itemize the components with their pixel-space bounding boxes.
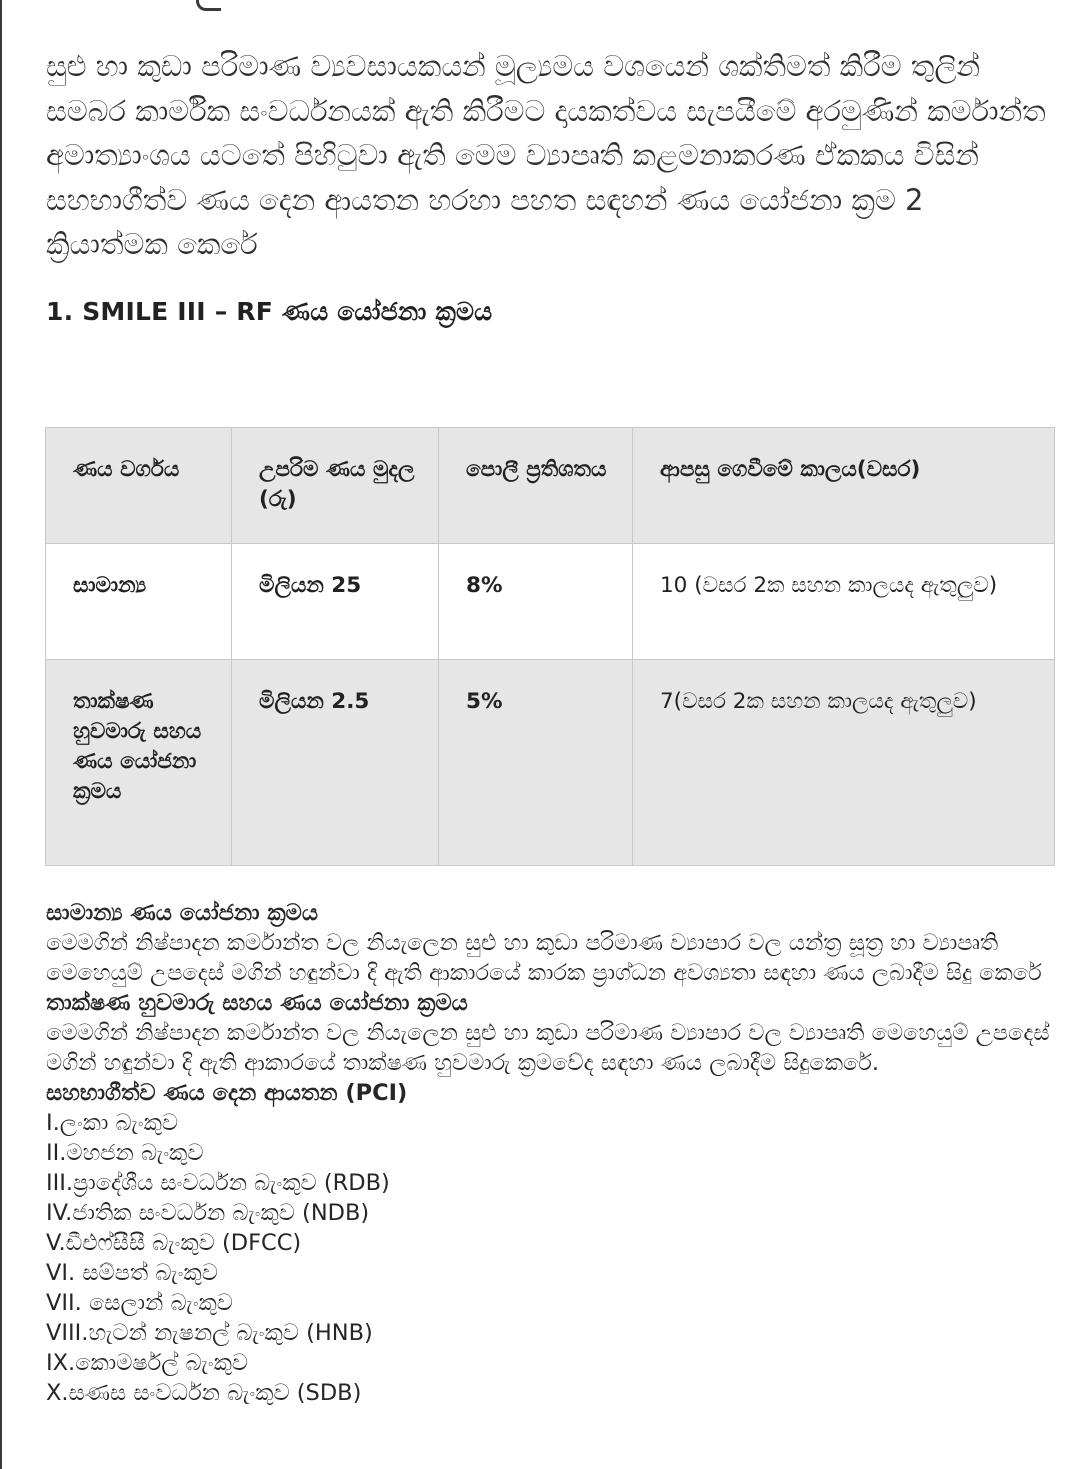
cell-interest-rate: 8%: [439, 544, 633, 660]
cell-loan-type: තාක්ෂණ හුවමාරු සහය ණය යෝජනා ක්‍රමය: [46, 660, 232, 866]
list-item: VII. සෙලාන් බැංකුව: [46, 1290, 233, 1316]
pci-list: [46, 1108, 1056, 1408]
list-item: VI. සම්පත් බැංකුව: [46, 1260, 218, 1286]
list-item: II.මහජන බැංකුව: [46, 1140, 204, 1166]
cell-repayment-period: 7(වසර 2ක සහන කාලයද ඇතුලුව): [633, 660, 1055, 866]
list-item: X.සණස සංවර්ධන බැංකුව (SDB): [46, 1380, 362, 1406]
list-item: I.ලංකා බැංකුව: [46, 1110, 179, 1136]
cell-max-amount: මිලියන 2.5: [232, 660, 439, 866]
table-row: [46, 544, 1055, 660]
scheme-details: [46, 898, 1056, 1408]
page-left-border: [0, 0, 2, 1469]
intro-paragraph: සුළු හා කුඩා පරිමාණ ව්‍යවසායකයන් මූල්‍යමය වශයෙන් ශක්තිමත් කිරීම තුලින් සමබර කාර්මික සංවර්ධනයක් ඇති කිරීමට දායකත්වය සැපයීමේ අරමුණින් කර්මාන්ත අමාත්‍යාංශය යටතේ පිහිටුවා ඇති මෙම ව්‍යාපෘති කළමනාකරණ ඒකකය විසින් සහභාගීත්ව ණය දෙන ආයතන හරහා පහත සඳහන් ණය යෝජනා ක්‍රම 2 ක්‍රියාත්මක කෙරේ: [46, 49, 1046, 261]
cell-loan-type: සාමාන්‍ය: [46, 544, 232, 660]
general-scheme-text: මෙමගින් නිෂ්පාදන කර්මාන්ත වල නියැලෙන සුළු හා කුඩා පරිමාණ ව්‍යාපාර වල යන්ත්‍ර සූත්‍ර හා ව්‍යාපෘති මෙහෙයුම් උපදෙස් මගින් හඳුන්වා දි ඇති ආකාරයේ කාරක ප්‍රාග්ධන අවශ්‍යතා සඳහා ණය ලබාදීම සිදු කෙරේ: [46, 930, 1042, 986]
list-item: V.ඩීඑෆ්සීසී බැංකුව (DFCC): [46, 1230, 302, 1256]
tech-scheme-text: මෙමගින් නිෂ්පාදන කර්මාන්ත වල නියැලෙන සුළු හා කුඩා පරිමාණ ව්‍යාපාර වල ව්‍යාපෘති මෙහෙයුම් උපදෙස් මගින් හඳුන්වා දි ඇති ආකාරයේ තාක්ෂණ හුවමාරු ක්‍රමවේද සඳහා ණය ලබාදීම සිදුකෙරේ.: [46, 1020, 1050, 1076]
list-item: III.ප්‍රාදේශීය සංවර්ධන බැංකුව (RDB): [46, 1170, 390, 1196]
list-item: VIII.හැටන් නැෂනල් බැංකුව (HNB): [46, 1320, 373, 1346]
clipped-text-fragment: [196, 0, 221, 11]
table-header-row: [46, 428, 1055, 544]
header-interest-rate: පොලී ප්‍රතිශතය: [439, 428, 633, 544]
header-loan-type: ණය වර්ගය: [46, 428, 232, 544]
table-row: [46, 660, 1055, 866]
pci-title: සහභාගීත්ව ණය දෙන ආයතන (PCI): [46, 1080, 408, 1106]
cell-max-amount: මිලියන 25: [232, 544, 439, 660]
header-max-amount: උපරිම ණය මුදල (රු): [232, 428, 439, 544]
list-item: IX.කොමර්ෂල් බැංකුව: [46, 1350, 249, 1376]
cell-repayment-period: 10 (වසර 2ක සහන කාලයද ඇතුලුව): [633, 544, 1055, 660]
header-repayment-period: ආපසු ගෙවීමේ කාලය(වසර): [633, 428, 1055, 544]
section-heading: 1. SMILE III – RF ණය යෝජනා ක්‍රමය: [46, 297, 493, 326]
general-scheme-title: සාමාන්‍ය ණය යෝජනා ක්‍රමය: [46, 900, 318, 926]
cell-interest-rate: 5%: [439, 660, 633, 866]
loan-scheme-table: [45, 427, 1055, 866]
tech-scheme-title: තාක්ෂණ හුවමාරු සහය ණය යෝජනා ක්‍රමය: [46, 990, 468, 1016]
list-item: IV.ජාතික සංවර්ධන බැංකුව (NDB): [46, 1200, 370, 1226]
